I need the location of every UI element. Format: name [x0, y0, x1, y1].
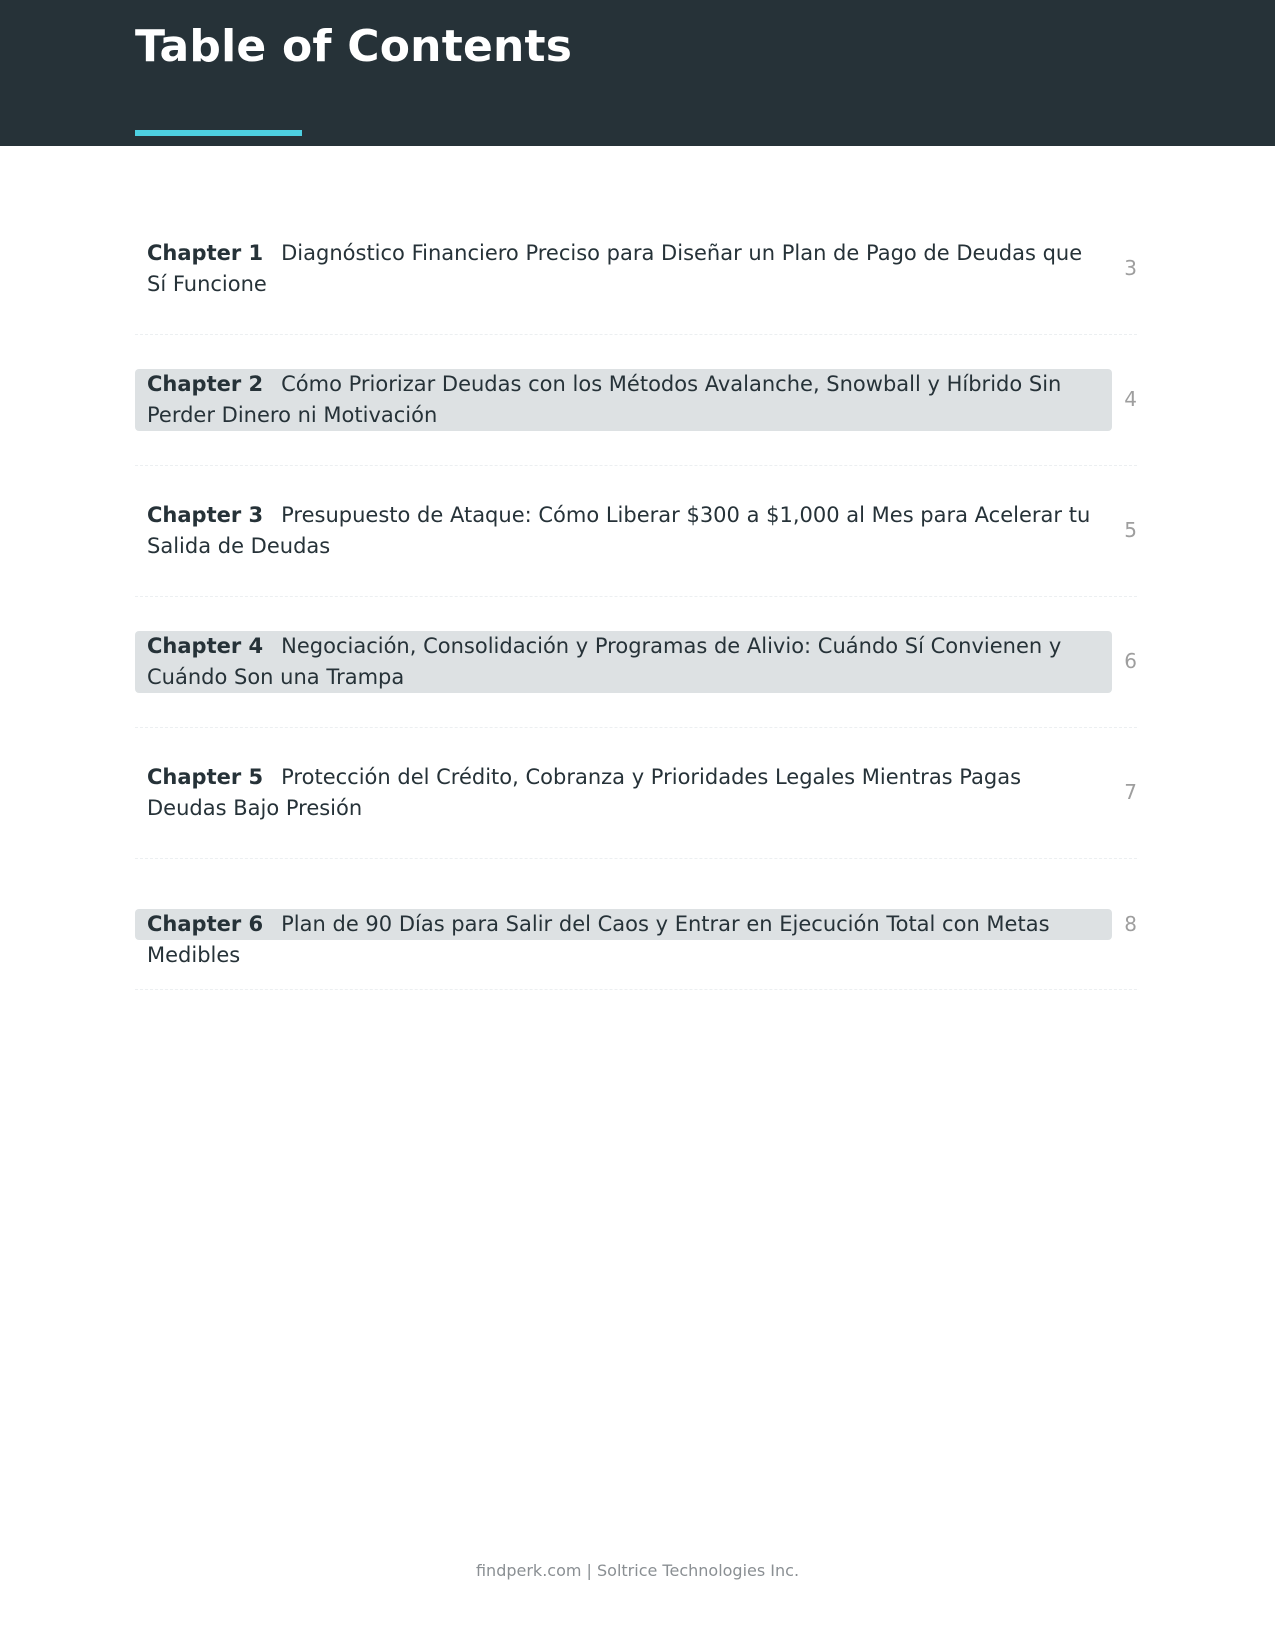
page-footer: findperk.com | Soltrice Technologies Inc.: [475, 1561, 800, 1580]
toc-entry-chapter-6[interactable]: [135, 859, 1137, 990]
chapter-title: Presupuesto de Ataque: Cómo Liberar $300 a $1,000 al Mes para Acelerar tu Salida de Deudas: [147, 503, 1091, 558]
toc-entry-text: [135, 909, 1112, 967]
page-number: 7: [1124, 780, 1137, 804]
chapter-label: Chapter 5: [147, 765, 264, 789]
toc-entry-text: [135, 238, 1112, 300]
page-header: [0, 0, 1275, 146]
page-title: Table of Contents: [135, 21, 573, 72]
chapter-label: Chapter 2: [147, 372, 264, 396]
page-number: 3: [1124, 256, 1137, 280]
chapter-label: Chapter 1: [147, 241, 264, 265]
chapter-label: Chapter 3: [147, 503, 264, 527]
chapter-title: Plan de 90 Días para Salir del Caos y Entrar en Ejecución Total con Metas Medibles: [147, 912, 1050, 967]
page-number: 6: [1124, 649, 1137, 673]
toc-entry-text: [135, 500, 1112, 562]
toc-entry-text: [135, 762, 1112, 824]
chapter-title: Negociación, Consolidación y Programas de Alivio: Cuándo Sí Convienen y Cuándo Son una Trampa: [147, 634, 1062, 689]
page-number: 8: [1124, 912, 1137, 936]
chapter-title: Cómo Priorizar Deudas con los Métodos Avalanche, Snowball y Híbrido Sin Perder Dinero ni Motivación: [147, 372, 1062, 427]
toc-entry-chapter-3[interactable]: [135, 466, 1137, 597]
toc-entry-text: [135, 369, 1112, 431]
chapter-label: Chapter 6: [147, 912, 264, 936]
page-number: 4: [1124, 387, 1137, 411]
toc-entry-chapter-5[interactable]: [135, 728, 1137, 859]
toc-entry-chapter-4[interactable]: [135, 597, 1137, 728]
table-of-contents: [135, 204, 1137, 990]
chapter-label: Chapter 4: [147, 634, 264, 658]
toc-entry-chapter-2[interactable]: [135, 335, 1137, 466]
title-accent-bar: [135, 130, 302, 136]
page-number: 5: [1124, 518, 1137, 542]
toc-entry-chapter-1[interactable]: [135, 204, 1137, 335]
toc-entry-text: [135, 631, 1112, 693]
chapter-title: Protección del Crédito, Cobranza y Prioridades Legales Mientras Pagas Deudas Bajo Presión: [147, 765, 1022, 820]
chapter-title: Diagnóstico Financiero Preciso para Diseñar un Plan de Pago de Deudas que Sí Funcione: [147, 241, 1083, 296]
